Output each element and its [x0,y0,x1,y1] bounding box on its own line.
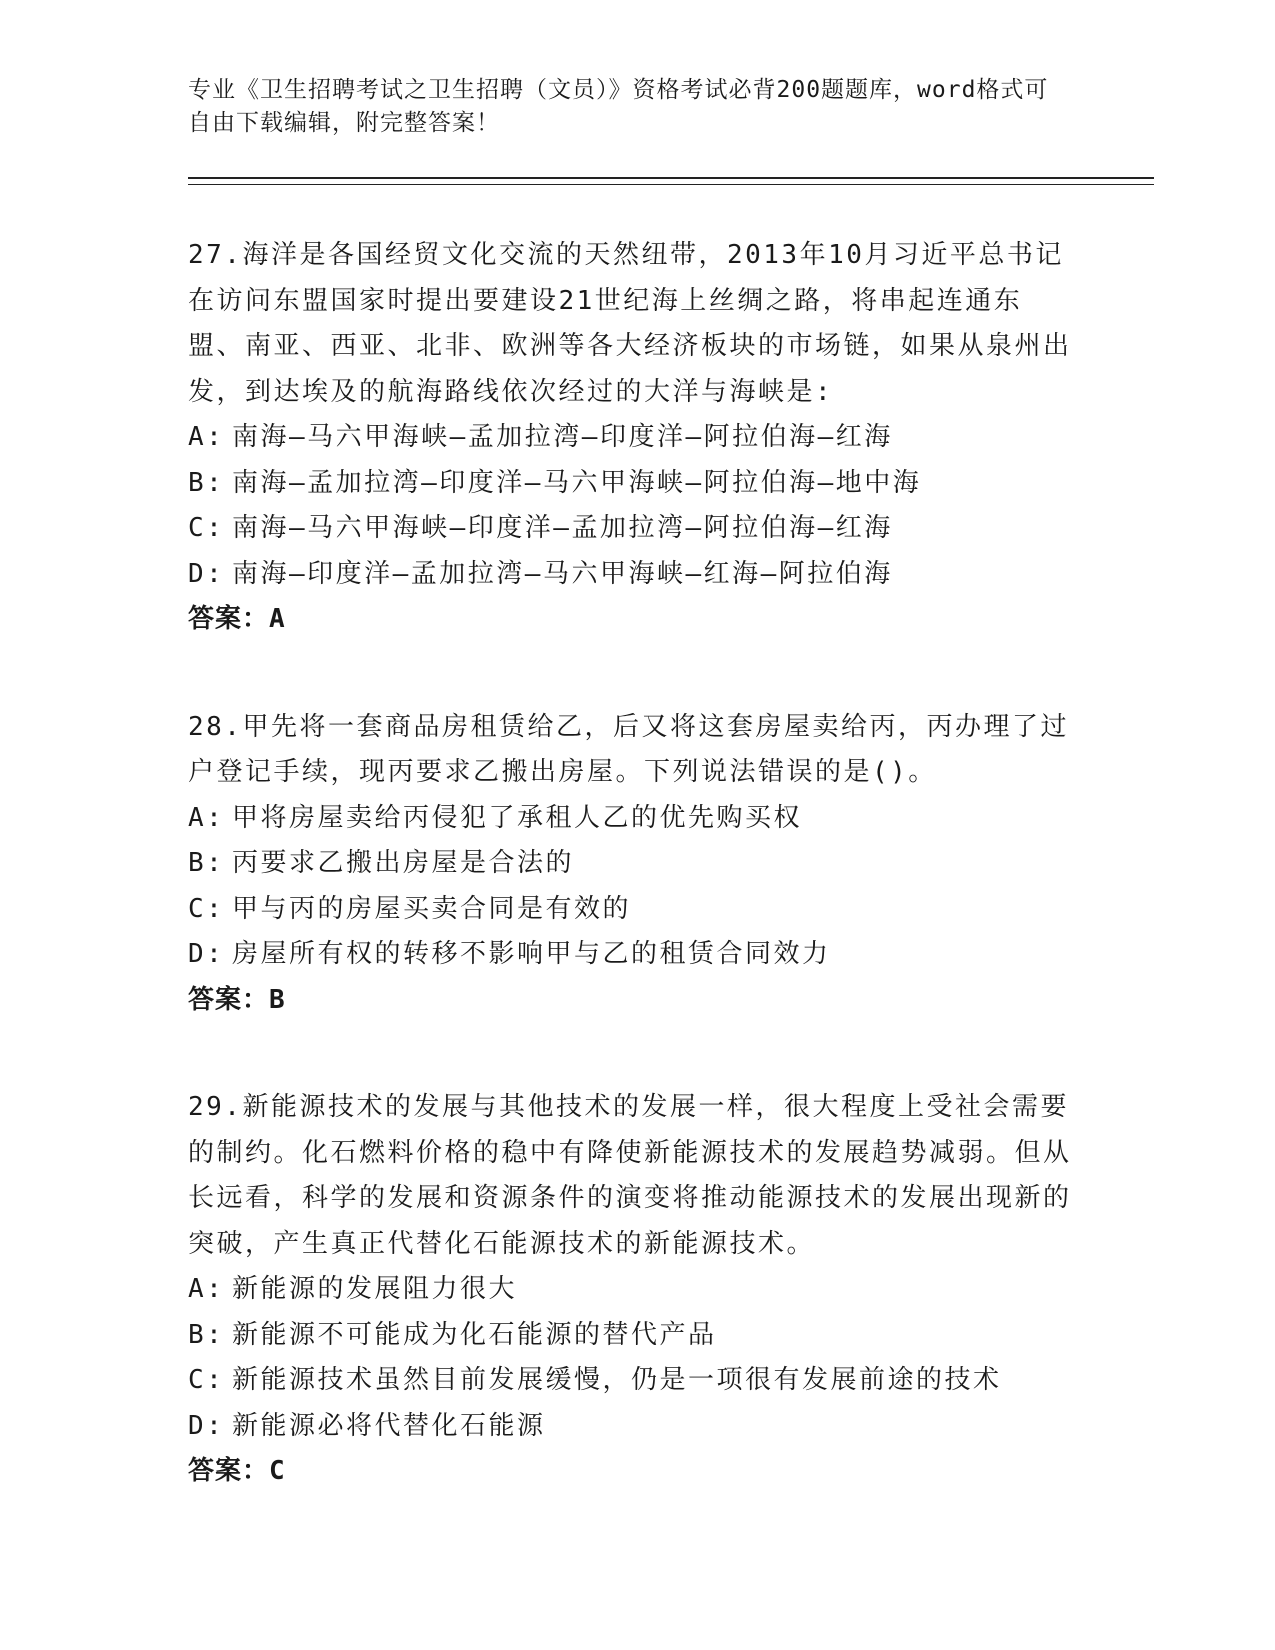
option-text: 新能源不可能成为化石能源的替代产品 [232,1319,717,1350]
option-key: C: [188,893,225,924]
option-key: C: [188,1365,225,1395]
option-text: 新能源的发展阻力很大 [232,1274,518,1304]
option-text: 甲将房屋卖给丙侵犯了承租人乙的优先购买权 [232,802,803,833]
question-text: 新能源技术的发展与其他技术的发展一样，很大程度上受社会需要的制约。化石燃料价格的稳中有降使新能源技术的发展趋势减弱。但从长远看，科学的发展和资源条件的演变将推动能源技术的发展出现新的突破，产生真正代替化石能源技术的新能源技术。 [188,1092,1072,1259]
question-number: 28. [188,711,243,742]
answer-line: 答案：C [188,1456,286,1486]
option-key: D: [188,939,225,969]
option-key: C: [188,513,225,543]
option-a [188,796,1078,842]
option-key: B: [188,848,225,878]
question-list [188,233,1078,1557]
option-c [188,506,1078,552]
option-d [188,552,1078,598]
answer-line: 答案：A [188,604,286,634]
option-text: 甲与丙的房屋买卖合同是有效的 [232,893,632,924]
option-b [188,841,1078,887]
option-key: B: [188,1319,225,1350]
answer-line: 答案：B [188,984,286,1015]
option-c [188,1358,1078,1404]
document-header: 专业《卫生招聘考试之卫生招聘（文员）》资格考试必背200题题库，word格式可自由下载编辑，附完整答案！ [188,77,1049,136]
option-text: 南海—马六甲海峡—孟加拉湾—印度洋—阿拉伯海—红海 [232,422,893,452]
option-text: 南海—印度洋—孟加拉湾—马六甲海峡—红海—阿拉伯海 [232,558,893,589]
option-c [188,887,1078,933]
option-b [188,1313,1078,1359]
option-key: B: [188,467,225,498]
option-d [188,1404,1078,1450]
option-text: 房屋所有权的转移不影响甲与乙的租赁合同效力 [232,939,831,969]
question-27 [188,233,1078,643]
question-28 [188,705,1078,1024]
question-stem [188,1085,1078,1267]
option-a [188,1267,1078,1313]
option-key: A: [188,1274,225,1304]
option-key: D: [188,1410,225,1441]
option-b [188,461,1078,507]
option-a [188,415,1078,461]
option-text: 新能源技术虽然目前发展缓慢，仍是一项很有发展前途的技术 [232,1365,1002,1395]
option-text: 南海—马六甲海峡—印度洋—孟加拉湾—阿拉伯海—红海 [232,513,893,543]
option-text: 南海—孟加拉湾—印度洋—马六甲海峡—阿拉伯海—地中海 [232,467,922,498]
question-text: 甲先将一套商品房租赁给乙，后又将这套房屋卖给丙，丙办理了过户登记手续，现丙要求乙搬出房屋。下列说法错误的是()。 [188,711,1069,787]
question-stem [188,705,1078,796]
option-text: 新能源必将代替化石能源 [232,1410,546,1441]
option-text: 丙要求乙搬出房屋是合法的 [232,848,575,878]
option-key: A: [188,422,225,452]
question-number: 29. [188,1092,243,1122]
option-d [188,932,1078,978]
header-divider [188,177,1154,185]
question-29 [188,1085,1078,1495]
question-number: 27. [188,240,243,270]
question-stem [188,233,1078,415]
option-key: D: [188,558,225,589]
question-text: 海洋是各国经贸文化交流的天然纽带，2013年10月习近平总书记在访问东盟国家时提出要建设21世纪海上丝绸之路，将串起连通东盟、南亚、西亚、北非、欧洲等各大经济板块的市场链，如果从泉州出发，到达埃及的航海路线依次经过的大洋与海峡是: [188,240,1072,407]
option-key: A: [188,802,225,833]
